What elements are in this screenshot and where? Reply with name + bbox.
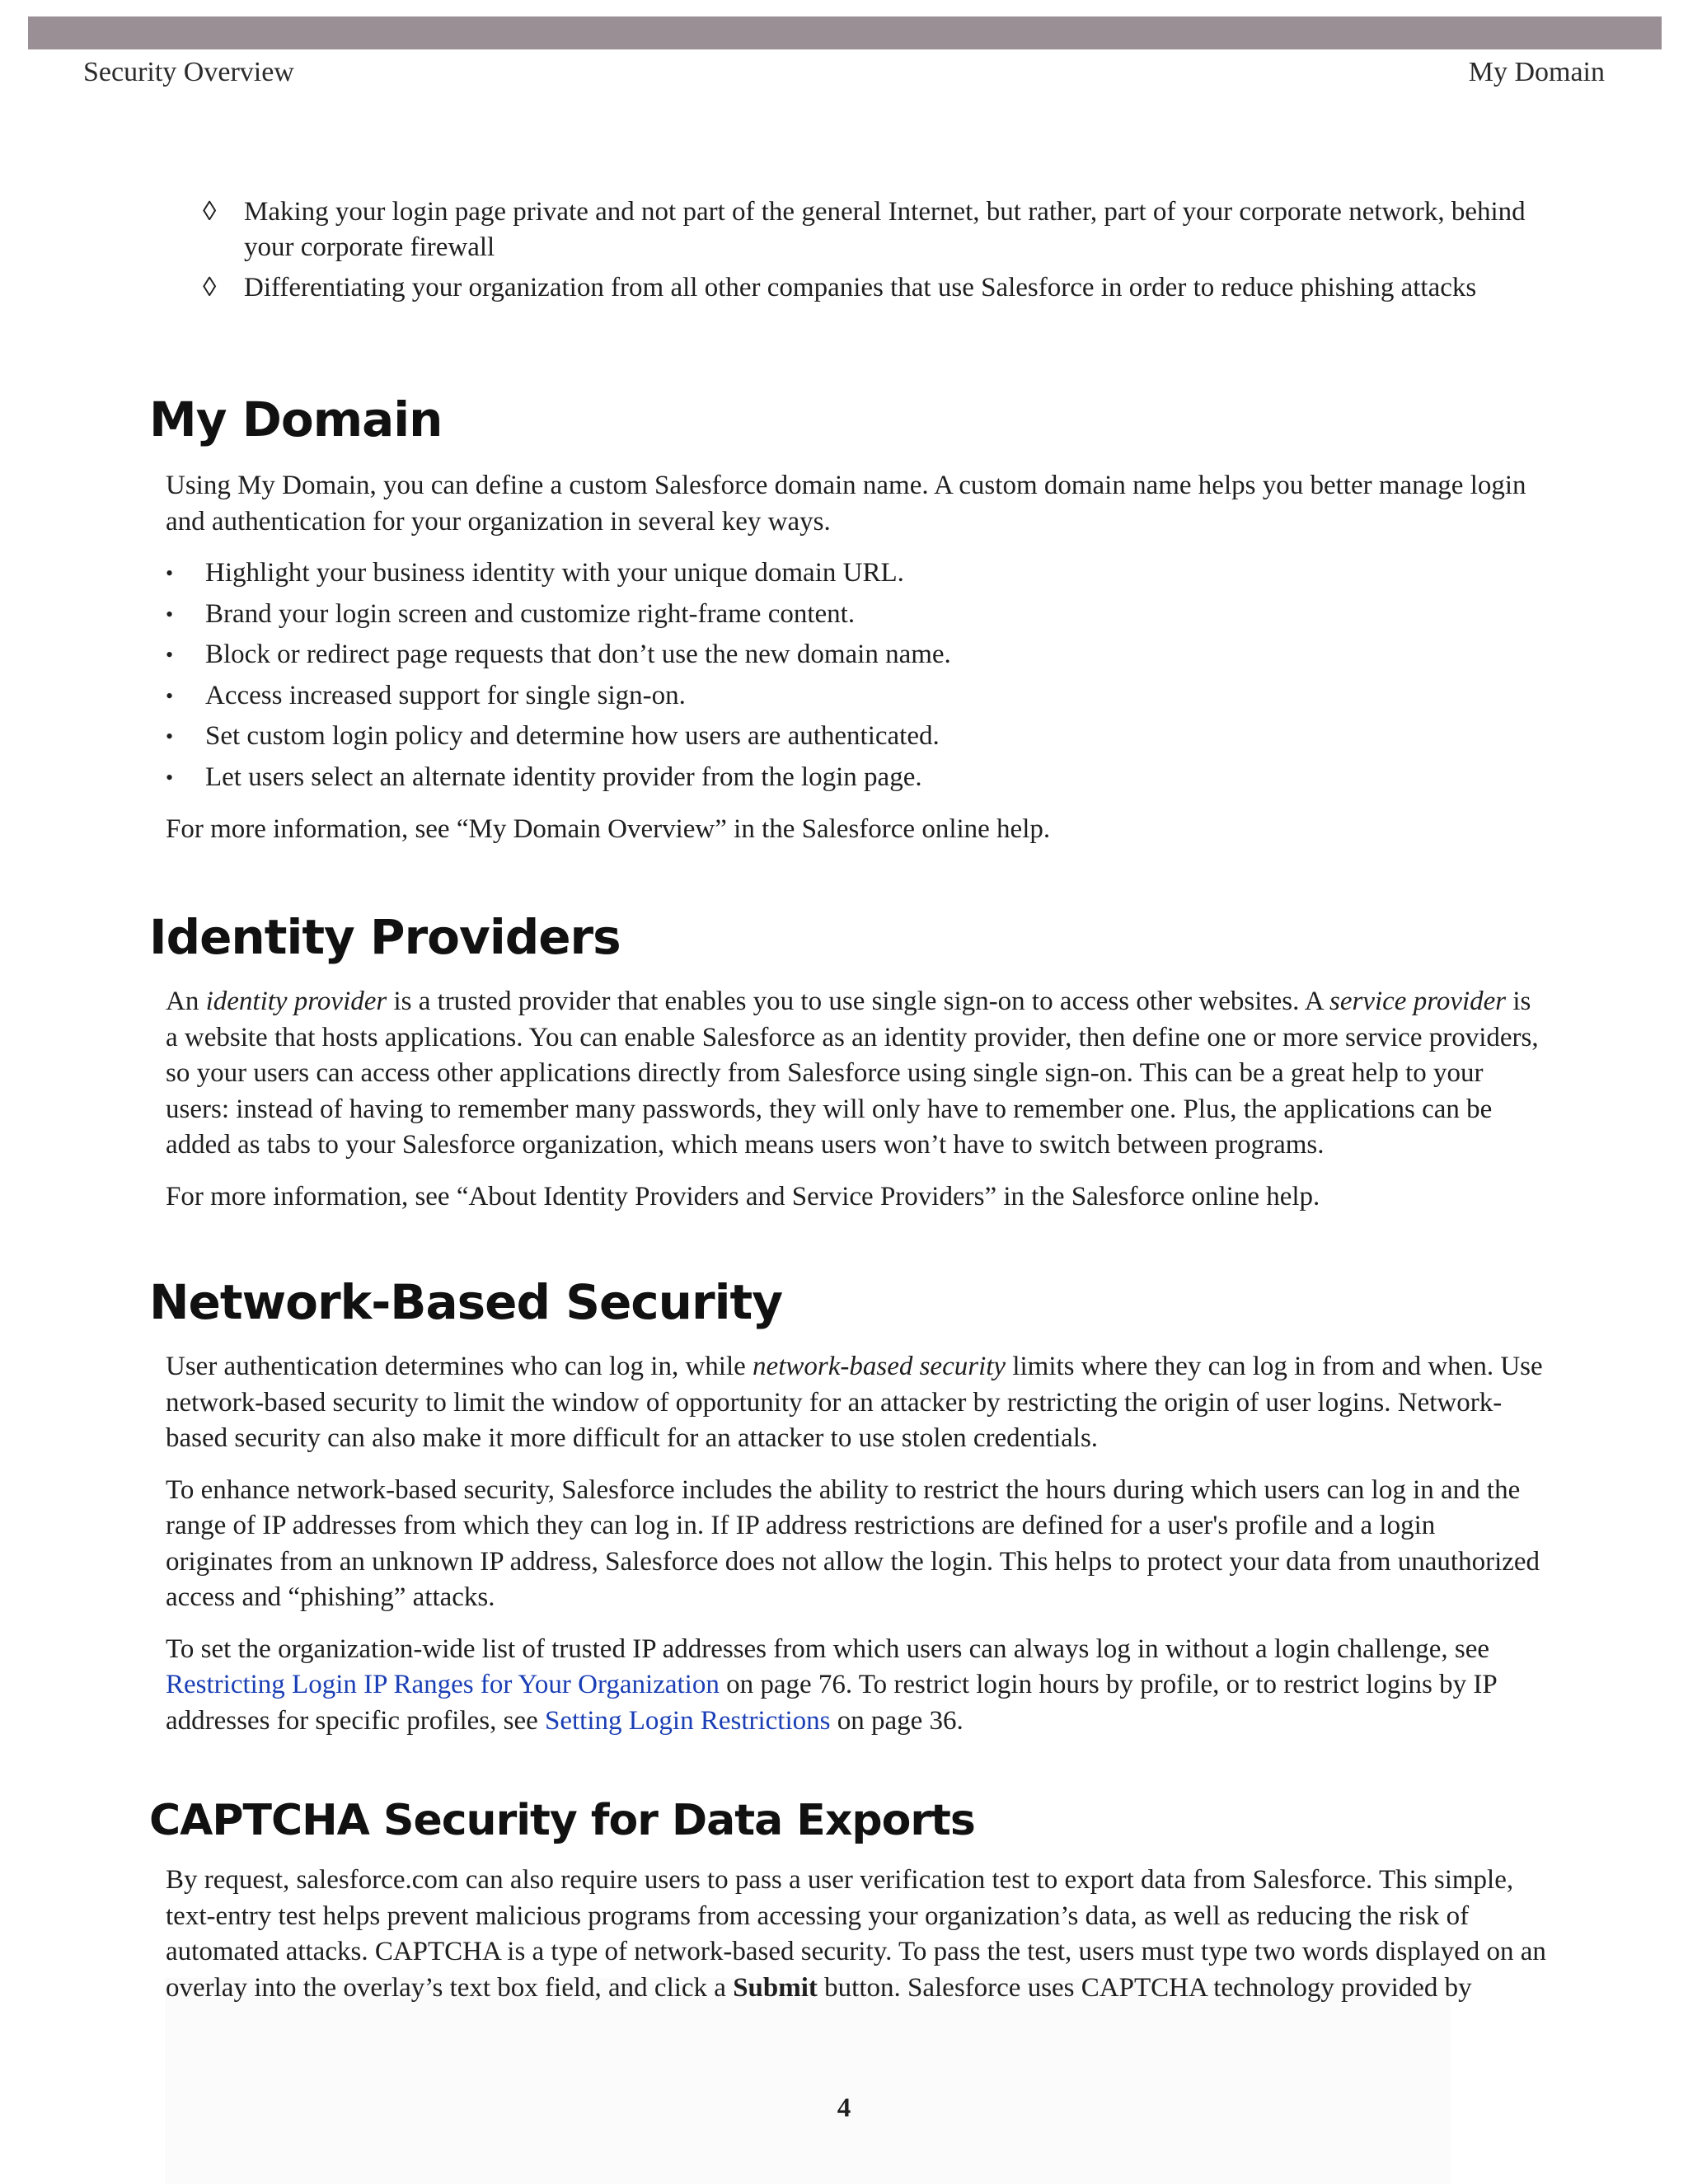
page-number: 4 bbox=[837, 2093, 851, 2123]
section-heading: My Domain bbox=[149, 391, 443, 448]
list-item: • Highlight your business identity with your unique domain URL. bbox=[166, 555, 1547, 591]
paragraph: For more information, see “My Domain Overview” in the Salesforce online help. bbox=[166, 813, 1051, 844]
list-item: • Block or redirect page requests that don’t use the new domain name. bbox=[166, 637, 1547, 673]
paragraph: To set the organization-wide list of trusted IP addresses from which users can always log in without a login challenge, see Restricting Login IP Ranges for Your Organization on page 76. To restrict login hours by profile, or to restrict logins by IP addresses for specific profiles, see Setting Login Restrictions on page 36. bbox=[166, 1633, 1497, 1736]
link-setting-login-restrictions[interactable]: Setting Login Restrictions bbox=[545, 1705, 831, 1736]
section-heading: CAPTCHA Security for Data Exports bbox=[149, 1796, 975, 1845]
list-item: ◊ Differentiating your organization from all other companies that use Salesforce in order to reduce phishing attacks bbox=[203, 270, 1554, 306]
diamond-bullet-icon: ◊ bbox=[203, 197, 217, 227]
section-body bbox=[166, 1863, 1547, 2022]
bullet-icon: • bbox=[166, 561, 174, 585]
list-item: • Let users select an alternate identity provider from the login page. bbox=[166, 760, 1547, 795]
list-item: • Access increased support for single sign-on. bbox=[166, 678, 1547, 714]
section-heading: Identity Providers bbox=[149, 909, 621, 965]
paragraph: By request, salesforce.com can also require users to pass a user verification test to export data from Salesforce. This simple, text-entry test helps prevent malicious programs from accessing your organization’s data, as well as reducing the risk of automated attacks. CAPTCHA is a type of network-based security. To pass the test, users must type two words displayed on an overlay into the overlay’s text box field, and click a Submit button. Salesforce uses CAPTCHA technology provided by bbox=[166, 1865, 1546, 2003]
ui-term: Submit bbox=[733, 1972, 818, 2003]
bullet-icon: • bbox=[166, 765, 174, 790]
paragraph: To enhance network-based security, Salesforce includes the ability to restrict the hours during which users can log in and the range of IP addresses from which they can log in. If IP address restrictions are defined for a user's profile and a login originates from an unknown IP address, Salesforce does not allow the login. This helps to protect your data from unauthorized access and “phishing” attacks. bbox=[166, 1474, 1540, 1612]
list-item: • Set custom login policy and determine how users are authenticated. bbox=[166, 719, 1547, 754]
bullet-icon: • bbox=[166, 724, 174, 749]
intro-list bbox=[203, 194, 1554, 311]
section-body bbox=[166, 1349, 1547, 1755]
section-body bbox=[166, 984, 1547, 1230]
paragraph: For more information, see “About Identity Providers and Service Providers” in the Salesforce online help. bbox=[166, 1181, 1320, 1212]
section-heading: Network-Based Security bbox=[149, 1274, 782, 1330]
link-restricting-login-ip-ranges[interactable]: Restricting Login IP Ranges for Your Organization bbox=[166, 1670, 720, 1699]
term: identity provider bbox=[205, 987, 387, 1016]
running-header-topic: My Domain bbox=[1468, 57, 1605, 87]
section-body bbox=[166, 468, 1547, 863]
bullet-icon: • bbox=[166, 602, 174, 626]
bullet-icon: • bbox=[166, 643, 174, 668]
term: service provider bbox=[1329, 987, 1507, 1016]
paragraph: User authentication determines who can log in, while network-based security limits where they can log in from and when. Use network-based security to limit the window of opportunity for an attacker by restricting the origin of user logins. Network-based security can also make it more difficult for an attacker to use stolen credentials. bbox=[166, 1352, 1543, 1453]
header-bar bbox=[28, 16, 1662, 49]
paragraph: An identity provider is a trusted provider that enables you to use single sign-on to access other websites. A service provider is a website that hosts applications. You can enable Salesforce as an identity provider, then define one or more service providers, so your users can access other applications directly from Salesforce using single sign-on. This can be a great help to your users: instead of having to remember many passwords, they will only have to remember one. Plus, the applications can be added as tabs to your Salesforce organization, which means users won’t have to switch between programs. bbox=[166, 987, 1539, 1160]
paragraph: Using My Domain, you can define a custom Salesforce domain name. A custom domain name helps you better manage login and authentication for your organization in several key ways. bbox=[166, 471, 1526, 537]
bullet-icon: • bbox=[166, 683, 174, 708]
bullet-list bbox=[166, 555, 1547, 795]
list-item: ◊ Making your login page private and not part of the general Internet, but rather, part of your corporate network, behind your corporate firewall bbox=[203, 194, 1554, 265]
diamond-bullet-icon: ◊ bbox=[203, 273, 217, 302]
list-item: • Brand your login screen and customize right-frame content. bbox=[166, 597, 1547, 632]
running-header-section: Security Overview bbox=[83, 57, 294, 87]
term: network-based security bbox=[753, 1352, 1006, 1381]
